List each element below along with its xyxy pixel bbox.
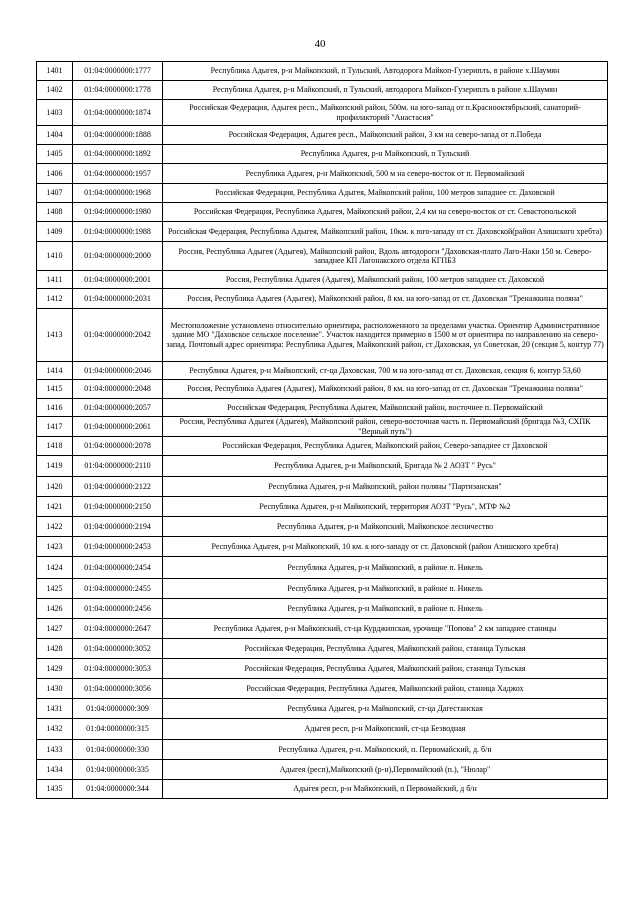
land-plot-table [36,61,608,799]
address-cell: Республика Адыгея, р-н Майкопский, в районе п. Никель [163,579,608,599]
address-cell: Республика Адыгея, р-н Майкопский, ст-ца Дагестанская [163,699,608,719]
cadastral-number-cell: 01:04:0000000:344 [73,780,163,799]
table-row [37,271,608,289]
table-row [37,380,608,399]
cadastral-number-cell: 01:04:0000000:1874 [73,100,163,126]
row-number-cell: 1412 [37,289,73,309]
address-cell: Республика Адыгея, р-н Майкопский, Майкопское лесничество [163,517,608,537]
address-cell: Республика Адыгея, р-н Майкопский, ст-ца Курджипская, урочище "Попова" 2 км западнее станицы [163,619,608,639]
row-number-cell: 1404 [37,126,73,145]
table-row [37,497,608,517]
table-row [37,289,608,309]
address-cell: Российская Федерация, Республика Адыгея, Майкопский район, восточнее п. Первомайский [163,399,608,417]
cadastral-number-cell: 01:04:0000000:3052 [73,639,163,659]
page-number: 40 [314,38,326,50]
row-number-cell: 1414 [37,362,73,380]
address-cell: Российская Федерация, Республика Адыгея, Майкопский район, станица Тульская [163,659,608,679]
address-cell: Российская Федерация, Республика Адыгея, Майкопский район, станица Хаджох [163,679,608,699]
address-cell: Республика Адыгея, р-н. Майкопский, п. Первомайский, д. б/н [163,740,608,760]
address-cell: Республика Адыгея, р-н Майкопский, Бригада № 2 АОЗТ " Русь" [163,456,608,477]
cadastral-number-cell: 01:04:0000000:2455 [73,579,163,599]
table-row [37,699,608,719]
row-number-cell: 1424 [37,557,73,579]
table-row [37,126,608,145]
table-row [37,477,608,497]
address-cell: Республика Адыгея, р-н Майкопский, ст-ца Даховская, 700 м на юго-запад от ст. Даховская, секция 6, контур 53,60 [163,362,608,380]
cadastral-number-cell: 01:04:0000000:3056 [73,679,163,699]
row-number-cell: 1411 [37,271,73,289]
table-row [37,242,608,271]
cadastral-number-cell: 01:04:0000000:330 [73,740,163,760]
row-number-cell: 1426 [37,599,73,619]
row-number-cell: 1427 [37,619,73,639]
address-cell: Российская Федерация, Адыгея респ., Майкопский район, 500м. на юго-запад от п.Краснооктябрьский, санаторий-профилакторий "Анастасия" [163,100,608,126]
address-cell: Российская Федерация, Республика Адыгея, Майкопский район, Северо-западнее ст Даховской [163,437,608,456]
row-number-cell: 1419 [37,456,73,477]
row-number-cell: 1418 [37,437,73,456]
address-cell: Республика Адыгея, р-н Майкопский, территория АОЗТ "Русь", МТФ №2 [163,497,608,517]
table-row [37,517,608,537]
cadastral-number-cell: 01:04:0000000:2000 [73,242,163,271]
table-row [37,659,608,679]
row-number-cell: 1422 [37,517,73,537]
table-row [37,437,608,456]
row-number-cell: 1432 [37,719,73,740]
row-number-cell: 1423 [37,537,73,557]
address-cell: Российская Федерация, Республика Адыгея, Майкопский район, станица Тульская [163,639,608,659]
row-number-cell: 1430 [37,679,73,699]
cadastral-number-cell: 01:04:0000000:2453 [73,537,163,557]
cadastral-number-cell: 01:04:0000000:2647 [73,619,163,639]
cadastral-number-cell: 01:04:0000000:1777 [73,62,163,81]
table-row [37,81,608,100]
table-row [37,537,608,557]
row-number-cell: 1402 [37,81,73,100]
cadastral-number-cell: 01:04:0000000:2454 [73,557,163,579]
cadastral-number-cell: 01:04:0000000:1892 [73,145,163,164]
table-row [37,203,608,222]
address-cell: Адыгея респ, р-н Майкопский, ст-ца Безводная [163,719,608,740]
row-number-cell: 1417 [37,417,73,437]
address-cell: Республика Адыгея, р-н Майкопский, в районе п. Никель [163,557,608,579]
row-number-cell: 1415 [37,380,73,399]
cadastral-number-cell: 01:04:0000000:2150 [73,497,163,517]
row-number-cell: 1429 [37,659,73,679]
address-cell: Россия, Республика Адыгея (Адыгея), Майкопский район, 8 км. на юго-запад от ст. Даховская "Тренажкина поляна" [163,289,608,309]
row-number-cell: 1431 [37,699,73,719]
cadastral-number-cell: 01:04:0000000:2042 [73,309,163,362]
address-cell: Республика Адыгея, р-н Майкопский, 500 м на северо-восток от п. Первомайский [163,164,608,184]
address-cell: Республика Адыгея, р-н Майкопский, п Тульский, автодорога Майкоп-Гузериплъ в районе х.Шаумян [163,81,608,100]
cadastral-number-cell: 01:04:0000000:2078 [73,437,163,456]
cadastral-number-cell: 01:04:0000000:2001 [73,271,163,289]
cadastral-number-cell: 01:04:0000000:315 [73,719,163,740]
address-cell: Российская Федерация, Республика Адыгея, Майкопский район, 10км. к юго-западу от ст. Даховской(район Азишского хребта) [163,222,608,242]
table-row [37,719,608,740]
table-row [37,619,608,639]
address-cell: Республика Адыгея, р-н Майкопский, район поляны "Партизанская" [163,477,608,497]
table-row [37,579,608,599]
table-row [37,100,608,126]
cadastral-number-cell: 01:04:0000000:2110 [73,456,163,477]
table-row [37,557,608,579]
address-cell: Республика Адыгея, р-н Майкопский, п Тульский, Автодорога Майкоп-Гузериплъ, в районе х.Шаумян [163,62,608,81]
row-number-cell: 1420 [37,477,73,497]
cadastral-number-cell: 01:04:0000000:3053 [73,659,163,679]
row-number-cell: 1435 [37,780,73,799]
address-cell: Республика Адыгея, р-н Майкопский, 10 км. к юго-западу от ст. Даховской (район Азишского хребта) [163,537,608,557]
cadastral-number-cell: 01:04:0000000:335 [73,760,163,780]
row-number-cell: 1407 [37,184,73,203]
row-number-cell: 1401 [37,62,73,81]
row-number-cell: 1425 [37,579,73,599]
table-row [37,639,608,659]
table-row [37,740,608,760]
row-number-cell: 1408 [37,203,73,222]
cadastral-number-cell: 01:04:0000000:2061 [73,417,163,437]
table-row [37,62,608,81]
table-row [37,362,608,380]
address-cell: Российская Федерация, Республика Адыгея, Майкопский район, 100 метров западнее ст. Даховской [163,184,608,203]
row-number-cell: 1403 [37,100,73,126]
row-number-cell: 1406 [37,164,73,184]
address-cell: Россия, Республика Адыгея (Адыгея), Майкопский район, 8 км. на юго-запад от ст. Даховская "Тренажкина поляна" [163,380,608,399]
table-row [37,780,608,799]
cadastral-number-cell: 01:04:0000000:1968 [73,184,163,203]
row-number-cell: 1416 [37,399,73,417]
cadastral-number-cell: 01:04:0000000:2122 [73,477,163,497]
table-row [37,184,608,203]
table-row [37,760,608,780]
address-cell: Российская Федерация, Адыгея респ., Майкопский район, 3 км на северо-запад от п.Победа [163,126,608,145]
cadastral-number-cell: 01:04:0000000:2031 [73,289,163,309]
table-row [37,399,608,417]
cadastral-number-cell: 01:04:0000000:1778 [73,81,163,100]
cadastral-number-cell: 01:04:0000000:2048 [73,380,163,399]
table-body [37,62,608,799]
row-number-cell: 1421 [37,497,73,517]
cadastral-number-cell: 01:04:0000000:1888 [73,126,163,145]
cadastral-number-cell: 01:04:0000000:1957 [73,164,163,184]
address-cell: Россия, Республика Адыгея (Адыгея), Майкопский район, северо-восточная часть п. Первомайский (бригада №3, СХПК "Верный путь") [163,417,608,437]
row-number-cell: 1433 [37,740,73,760]
row-number-cell: 1410 [37,242,73,271]
cadastral-number-cell: 01:04:0000000:1988 [73,222,163,242]
address-cell: Республика Адыгея, р-н Майкопский, п Тульский [163,145,608,164]
address-cell: Адыгея (респ),Майкопский (р-н),Первомайский (п.), "Нюлар" [163,760,608,780]
table-row [37,309,608,362]
cadastral-number-cell: 01:04:0000000:2194 [73,517,163,537]
address-cell: Местоположение установлено относительно ориентира, расположенного за пределами участка. Ориентир Административное здание МО "Даховское сельское поселение". Участок находится примерно в 1500 м от ориентира по направлению на северо-запад. Почтовый адрес ориентира: Республика Адыгея, Майкопский район, ст Даховская, ул Советская, 20 (секция 5, контур 77) [163,309,608,362]
cadastral-number-cell: 01:04:0000000:2057 [73,399,163,417]
address-cell: Республика Адыгея, р-н Майкопский, в районе п. Никель [163,599,608,619]
row-number-cell: 1413 [37,309,73,362]
table-row [37,417,608,437]
row-number-cell: 1428 [37,639,73,659]
row-number-cell: 1405 [37,145,73,164]
row-number-cell: 1409 [37,222,73,242]
row-number-cell: 1434 [37,760,73,780]
cadastral-number-cell: 01:04:0000000:1980 [73,203,163,222]
table-row [37,599,608,619]
table-row [37,679,608,699]
table-row [37,456,608,477]
address-cell: Россия, Республика Адыгея (Адыгея), Майкопский район, Вдоль автодороги "Даховская-плато Лаго-Наки 150 м. Северо-западнее КП Лагонакского отдела КГПБЗ [163,242,608,271]
table-row [37,164,608,184]
table-row [37,145,608,164]
address-cell: Россия, Республика Адыгея (Адыгея), Майкопский район, 100 метров западнее ст. Даховской [163,271,608,289]
address-cell: Российская Федерация, Республика Адыгея, Майкопский район, 2,4 км на северо-восток от ст. Севастопольской [163,203,608,222]
cadastral-number-cell: 01:04:0000000:2456 [73,599,163,619]
cadastral-number-cell: 01:04:0000000:2046 [73,362,163,380]
table-row [37,222,608,242]
address-cell: Адыгея респ, р-н Майкопский, п Первомайский, д б/н [163,780,608,799]
cadastral-number-cell: 01:04:0000000:309 [73,699,163,719]
